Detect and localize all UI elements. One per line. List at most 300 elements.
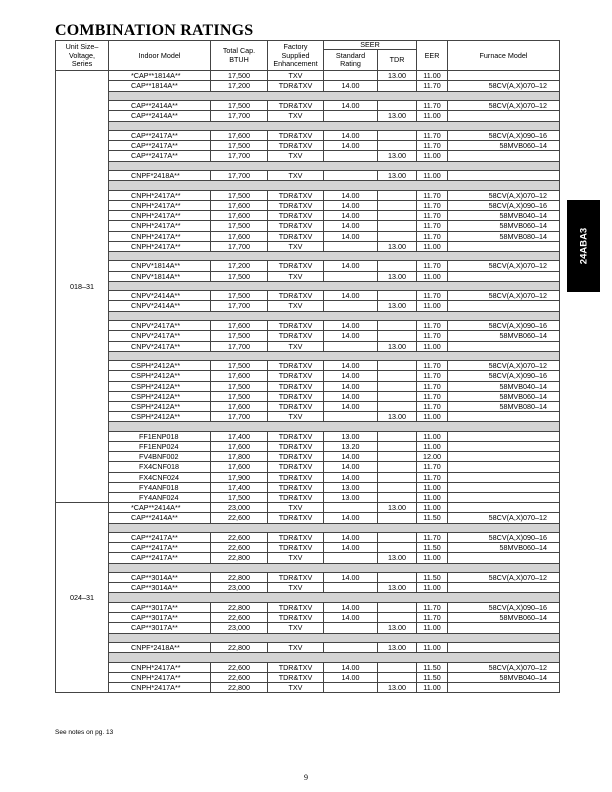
total-cap-cell: 22,600 [211, 613, 268, 623]
indoor-model-cell: CAP**3014A** [109, 583, 211, 593]
enhancement-cell: TDR&TXV [268, 602, 324, 612]
eer-cell: 11.70 [417, 101, 448, 111]
header-tdr: TDR [378, 50, 417, 71]
tdr-cell [378, 482, 417, 492]
total-cap-cell: 23,000 [211, 583, 268, 593]
furnace-model-cell: 58CV(A,X)070–12 [448, 662, 560, 672]
standard-rating-cell [324, 341, 378, 351]
furnace-model-cell [448, 341, 560, 351]
separator-row [56, 653, 560, 663]
indoor-model-cell: CAP**2414A** [109, 513, 211, 523]
standard-rating-cell: 14.00 [324, 462, 378, 472]
indoor-model-cell: CNPF*2418A** [109, 171, 211, 181]
tdr-cell [378, 291, 417, 301]
tdr-cell [378, 602, 417, 612]
tdr-cell [378, 331, 417, 341]
standard-rating-cell: 14.00 [324, 81, 378, 91]
total-cap-cell: 22,800 [211, 643, 268, 653]
furnace-model-cell [448, 623, 560, 633]
total-cap-cell: 17,500 [211, 492, 268, 502]
eer-cell: 11.70 [417, 401, 448, 411]
indoor-model-cell: CAP**3017A** [109, 602, 211, 612]
table-row [56, 513, 560, 523]
table-row [56, 271, 560, 281]
tdr-cell: 13.00 [378, 111, 417, 121]
total-cap-cell: 17,500 [211, 391, 268, 401]
page-title: COMBINATION RATINGS [55, 22, 254, 39]
furnace-model-cell: 58MVB060–14 [448, 221, 560, 231]
furnace-model-cell [448, 111, 560, 121]
enhancement-cell: TDR&TXV [268, 472, 324, 482]
standard-rating-cell: 14.00 [324, 371, 378, 381]
total-cap-cell: 22,600 [211, 513, 268, 523]
eer-cell: 11.70 [417, 533, 448, 543]
eer-cell: 11.00 [417, 71, 448, 81]
eer-cell: 11.70 [417, 462, 448, 472]
separator-row [56, 563, 560, 573]
standard-rating-cell: 14.00 [324, 190, 378, 200]
enhancement-cell: TDR&TXV [268, 482, 324, 492]
indoor-model-cell: CAP**3017A** [109, 613, 211, 623]
table-row [56, 301, 560, 311]
total-cap-cell: 17,600 [211, 321, 268, 331]
indoor-model-cell: CNPV*2417A** [109, 341, 211, 351]
table-row [56, 131, 560, 141]
enhancement-cell: TXV [268, 71, 324, 81]
enhancement-cell: TDR&TXV [268, 513, 324, 523]
total-cap-cell: 17,600 [211, 442, 268, 452]
eer-cell: 11.70 [417, 190, 448, 200]
separator-cell [109, 281, 560, 291]
enhancement-cell: TXV [268, 151, 324, 161]
separator-cell [109, 311, 560, 321]
eer-cell: 11.70 [417, 371, 448, 381]
tdr-cell [378, 231, 417, 241]
separator-row [56, 311, 560, 321]
table-row [56, 171, 560, 181]
table-row [56, 101, 560, 111]
enhancement-cell: TDR&TXV [268, 371, 324, 381]
indoor-model-cell: *CAP**1814A** [109, 71, 211, 81]
standard-rating-cell [324, 171, 378, 181]
eer-cell: 11.00 [417, 643, 448, 653]
indoor-model-cell: FY4ANF018 [109, 482, 211, 492]
standard-rating-cell [324, 583, 378, 593]
indoor-model-cell: CSPH*2412A** [109, 412, 211, 422]
eer-cell: 11.70 [417, 391, 448, 401]
table-row [56, 442, 560, 452]
header-factory-enhancement: Factory Supplied Enhancement [268, 41, 324, 71]
tdr-cell [378, 533, 417, 543]
enhancement-cell: TDR&TXV [268, 462, 324, 472]
indoor-model-cell: CSPH*2412A** [109, 361, 211, 371]
side-tab-label: 24ABA3 [578, 227, 589, 265]
separator-row [56, 593, 560, 603]
tdr-cell [378, 131, 417, 141]
total-cap-cell: 17,400 [211, 482, 268, 492]
table-row [56, 321, 560, 331]
enhancement-cell: TXV [268, 341, 324, 351]
furnace-model-cell [448, 462, 560, 472]
indoor-model-cell: CSPH*2412A** [109, 371, 211, 381]
table-row [56, 643, 560, 653]
separator-row [56, 523, 560, 533]
table-row [56, 543, 560, 553]
standard-rating-cell: 13.00 [324, 482, 378, 492]
eer-cell: 11.70 [417, 602, 448, 612]
page-number: 9 [304, 773, 308, 782]
standard-rating-cell: 14.00 [324, 391, 378, 401]
total-cap-cell: 17,600 [211, 462, 268, 472]
indoor-model-cell: CAP**2414A** [109, 111, 211, 121]
enhancement-cell: TXV [268, 583, 324, 593]
tdr-cell [378, 321, 417, 331]
table-row [56, 613, 560, 623]
tdr-cell [378, 361, 417, 371]
table-row [56, 533, 560, 543]
eer-cell: 11.70 [417, 261, 448, 271]
total-cap-cell: 23,000 [211, 503, 268, 513]
enhancement-cell: TDR&TXV [268, 331, 324, 341]
indoor-model-cell: FV4BNF002 [109, 452, 211, 462]
enhancement-cell: TDR&TXV [268, 442, 324, 452]
eer-cell: 11.70 [417, 381, 448, 391]
tdr-cell [378, 221, 417, 231]
indoor-model-cell: CNPH*2417A** [109, 211, 211, 221]
indoor-model-cell: CNPV*2414A** [109, 291, 211, 301]
total-cap-cell: 17,700 [211, 412, 268, 422]
eer-cell: 11.00 [417, 442, 448, 452]
standard-rating-cell: 14.00 [324, 101, 378, 111]
furnace-model-cell [448, 412, 560, 422]
separator-row [56, 351, 560, 361]
indoor-model-cell: CNPH*2417A** [109, 231, 211, 241]
total-cap-cell: 22,600 [211, 543, 268, 553]
enhancement-cell: TXV [268, 271, 324, 281]
enhancement-cell: TDR&TXV [268, 131, 324, 141]
tdr-cell [378, 211, 417, 221]
eer-cell: 11.70 [417, 81, 448, 91]
total-cap-cell: 17,700 [211, 151, 268, 161]
furnace-model-cell: 58CV(A,X)070–12 [448, 513, 560, 523]
separator-cell [109, 181, 560, 191]
tdr-cell [378, 391, 417, 401]
enhancement-cell: TXV [268, 623, 324, 633]
indoor-model-cell: CNPH*2417A** [109, 241, 211, 251]
tdr-cell: 13.00 [378, 241, 417, 251]
standard-rating-cell: 14.00 [324, 543, 378, 553]
total-cap-cell: 23,000 [211, 623, 268, 633]
standard-rating-cell: 14.00 [324, 200, 378, 210]
tdr-cell [378, 573, 417, 583]
tdr-cell [378, 543, 417, 553]
total-cap-cell: 22,600 [211, 662, 268, 672]
tdr-cell: 13.00 [378, 683, 417, 693]
standard-rating-cell [324, 241, 378, 251]
tdr-cell: 13.00 [378, 341, 417, 351]
indoor-model-cell: CNPF*2418A** [109, 643, 211, 653]
tdr-cell: 13.00 [378, 71, 417, 81]
furnace-model-cell: 58MVB040–14 [448, 672, 560, 682]
eer-cell: 11.00 [417, 241, 448, 251]
enhancement-cell: TDR&TXV [268, 291, 324, 301]
total-cap-cell: 17,500 [211, 141, 268, 151]
header-standard-rating: Standard Rating [324, 50, 378, 71]
footnote: See notes on pg. 13 [55, 729, 114, 736]
total-cap-cell: 22,800 [211, 602, 268, 612]
header-total-cap: Total Cap. BTUH [211, 41, 268, 71]
enhancement-cell: TDR&TXV [268, 190, 324, 200]
standard-rating-cell: 14.00 [324, 573, 378, 583]
total-cap-cell: 17,700 [211, 241, 268, 251]
tdr-cell: 13.00 [378, 171, 417, 181]
furnace-model-cell: 58CV(A,X)090–16 [448, 321, 560, 331]
total-cap-cell: 17,600 [211, 371, 268, 381]
furnace-model-cell: 58MVB060–14 [448, 543, 560, 553]
indoor-model-cell: CAP**2417A** [109, 131, 211, 141]
enhancement-cell: TDR&TXV [268, 573, 324, 583]
furnace-model-cell [448, 492, 560, 502]
furnace-model-cell: 58CV(A,X)090–16 [448, 200, 560, 210]
enhancement-cell: TXV [268, 553, 324, 563]
furnace-model-cell [448, 452, 560, 462]
eer-cell: 11.70 [417, 472, 448, 482]
furnace-model-cell: 58CV(A,X)070–12 [448, 101, 560, 111]
indoor-model-cell: CNPV*1814A** [109, 271, 211, 281]
table-row [56, 553, 560, 563]
furnace-model-cell: 58CV(A,X)070–12 [448, 573, 560, 583]
furnace-model-cell: 58CV(A,X)090–16 [448, 602, 560, 612]
unit-size-cell: 024–31 [56, 503, 109, 693]
standard-rating-cell: 14.00 [324, 261, 378, 271]
eer-cell: 11.70 [417, 361, 448, 371]
standard-rating-cell: 14.00 [324, 381, 378, 391]
indoor-model-cell: CNPH*2417A** [109, 662, 211, 672]
standard-rating-cell: 14.00 [324, 662, 378, 672]
eer-cell: 11.70 [417, 200, 448, 210]
tdr-cell: 13.00 [378, 412, 417, 422]
enhancement-cell: TDR&TXV [268, 231, 324, 241]
tdr-cell [378, 442, 417, 452]
standard-rating-cell: 14.00 [324, 513, 378, 523]
separator-row [56, 633, 560, 643]
total-cap-cell: 22,800 [211, 553, 268, 563]
enhancement-cell: TDR&TXV [268, 452, 324, 462]
table-row [56, 602, 560, 612]
tdr-cell: 13.00 [378, 643, 417, 653]
table-row [56, 371, 560, 381]
standard-rating-cell: 14.00 [324, 472, 378, 482]
standard-rating-cell: 13.20 [324, 442, 378, 452]
separator-row [56, 181, 560, 191]
total-cap-cell: 22,600 [211, 533, 268, 543]
enhancement-cell: TDR&TXV [268, 200, 324, 210]
table-row [56, 391, 560, 401]
furnace-model-cell [448, 482, 560, 492]
tdr-cell: 13.00 [378, 503, 417, 513]
furnace-model-cell: 58CV(A,X)070–12 [448, 261, 560, 271]
eer-cell: 11.00 [417, 683, 448, 693]
total-cap-cell: 17,500 [211, 221, 268, 231]
eer-cell: 11.00 [417, 503, 448, 513]
table-row [56, 412, 560, 422]
eer-cell: 11.00 [417, 301, 448, 311]
eer-cell: 11.70 [417, 613, 448, 623]
total-cap-cell: 17,600 [211, 131, 268, 141]
enhancement-cell: TDR&TXV [268, 492, 324, 502]
eer-cell: 11.00 [417, 482, 448, 492]
furnace-model-cell [448, 241, 560, 251]
furnace-model-cell [448, 553, 560, 563]
enhancement-cell: TXV [268, 412, 324, 422]
tdr-cell [378, 81, 417, 91]
side-tab [567, 200, 600, 292]
standard-rating-cell: 14.00 [324, 331, 378, 341]
standard-rating-cell: 13.00 [324, 492, 378, 502]
tdr-cell [378, 101, 417, 111]
furnace-model-cell: 58MVB060–14 [448, 141, 560, 151]
indoor-model-cell: FX4CNF018 [109, 462, 211, 472]
separator-cell [109, 161, 560, 171]
eer-cell: 11.70 [417, 211, 448, 221]
eer-cell: 11.50 [417, 672, 448, 682]
standard-rating-cell: 14.00 [324, 452, 378, 462]
total-cap-cell: 17,700 [211, 341, 268, 351]
standard-rating-cell: 14.00 [324, 613, 378, 623]
header-unit-size: Unit Size– Voltage, Series [56, 41, 109, 71]
standard-rating-cell: 14.00 [324, 533, 378, 543]
furnace-model-cell [448, 583, 560, 593]
separator-row [56, 91, 560, 101]
eer-cell: 11.00 [417, 271, 448, 281]
standard-rating-cell: 14.00 [324, 602, 378, 612]
total-cap-cell: 17,600 [211, 231, 268, 241]
eer-cell: 11.50 [417, 513, 448, 523]
total-cap-cell: 17,700 [211, 171, 268, 181]
eer-cell: 11.00 [417, 583, 448, 593]
eer-cell: 11.50 [417, 573, 448, 583]
furnace-model-cell [448, 431, 560, 441]
furnace-model-cell: 58CV(A,X)090–16 [448, 131, 560, 141]
indoor-model-cell: CNPV*2417A** [109, 321, 211, 331]
tdr-cell [378, 452, 417, 462]
separator-cell [109, 633, 560, 643]
combination-ratings-table [55, 40, 560, 693]
indoor-model-cell: CAP**2417A** [109, 553, 211, 563]
table-row [56, 331, 560, 341]
enhancement-cell: TDR&TXV [268, 101, 324, 111]
total-cap-cell: 17,200 [211, 81, 268, 91]
indoor-model-cell: CAP**1814A** [109, 81, 211, 91]
eer-cell: 11.70 [417, 231, 448, 241]
separator-cell [109, 422, 560, 432]
furnace-model-cell: 58MVB040–14 [448, 381, 560, 391]
total-cap-cell: 22,800 [211, 573, 268, 583]
total-cap-cell: 17,900 [211, 472, 268, 482]
enhancement-cell: TXV [268, 643, 324, 653]
standard-rating-cell [324, 412, 378, 422]
standard-rating-cell: 14.00 [324, 321, 378, 331]
indoor-model-cell: CNPH*2417A** [109, 221, 211, 231]
tdr-cell [378, 401, 417, 411]
standard-rating-cell: 14.00 [324, 211, 378, 221]
standard-rating-cell: 14.00 [324, 291, 378, 301]
furnace-model-cell [448, 171, 560, 181]
indoor-model-cell: CAP**2417A** [109, 141, 211, 151]
furnace-model-cell [448, 643, 560, 653]
tdr-cell [378, 261, 417, 271]
table-row [56, 662, 560, 672]
standard-rating-cell [324, 151, 378, 161]
eer-cell: 11.00 [417, 431, 448, 441]
furnace-model-cell [448, 683, 560, 693]
unit-size-cell: 018–31 [56, 71, 109, 503]
indoor-model-cell: CAP**3017A** [109, 623, 211, 633]
eer-cell: 11.70 [417, 221, 448, 231]
furnace-model-cell [448, 503, 560, 513]
standard-rating-cell [324, 503, 378, 513]
table-row [56, 401, 560, 411]
enhancement-cell: TDR&TXV [268, 81, 324, 91]
tdr-cell: 13.00 [378, 271, 417, 281]
standard-rating-cell [324, 111, 378, 121]
standard-rating-cell: 14.00 [324, 141, 378, 151]
tdr-cell [378, 431, 417, 441]
total-cap-cell: 17,500 [211, 331, 268, 341]
total-cap-cell: 17,700 [211, 301, 268, 311]
header-indoor-model: Indoor Model [109, 41, 211, 71]
separator-cell [109, 91, 560, 101]
table-row [56, 341, 560, 351]
total-cap-cell: 17,500 [211, 190, 268, 200]
table-row [56, 583, 560, 593]
tdr-cell [378, 672, 417, 682]
indoor-model-cell: CNPV*2414A** [109, 301, 211, 311]
enhancement-cell: TXV [268, 171, 324, 181]
separator-row [56, 422, 560, 432]
table-row [56, 482, 560, 492]
enhancement-cell: TDR&TXV [268, 431, 324, 441]
separator-row [56, 251, 560, 261]
table-row [56, 211, 560, 221]
furnace-model-cell: 58MVB060–14 [448, 331, 560, 341]
indoor-model-cell: CSPH*2412A** [109, 391, 211, 401]
enhancement-cell: TDR&TXV [268, 662, 324, 672]
standard-rating-cell [324, 71, 378, 81]
table-row [56, 231, 560, 241]
tdr-cell [378, 371, 417, 381]
total-cap-cell: 22,600 [211, 672, 268, 682]
eer-cell: 11.00 [417, 111, 448, 121]
table-row [56, 71, 560, 81]
total-cap-cell: 17,600 [211, 200, 268, 210]
total-cap-cell: 17,700 [211, 111, 268, 121]
enhancement-cell: TXV [268, 111, 324, 121]
standard-rating-cell [324, 271, 378, 281]
total-cap-cell: 17,400 [211, 431, 268, 441]
standard-rating-cell: 14.00 [324, 231, 378, 241]
enhancement-cell: TDR&TXV [268, 401, 324, 411]
furnace-model-cell [448, 151, 560, 161]
table-row [56, 492, 560, 502]
separator-cell [109, 593, 560, 603]
tdr-cell [378, 462, 417, 472]
separator-cell [109, 653, 560, 663]
table-row [56, 672, 560, 682]
total-cap-cell: 22,800 [211, 683, 268, 693]
table-row [56, 81, 560, 91]
indoor-model-cell: FX4CNF024 [109, 472, 211, 482]
